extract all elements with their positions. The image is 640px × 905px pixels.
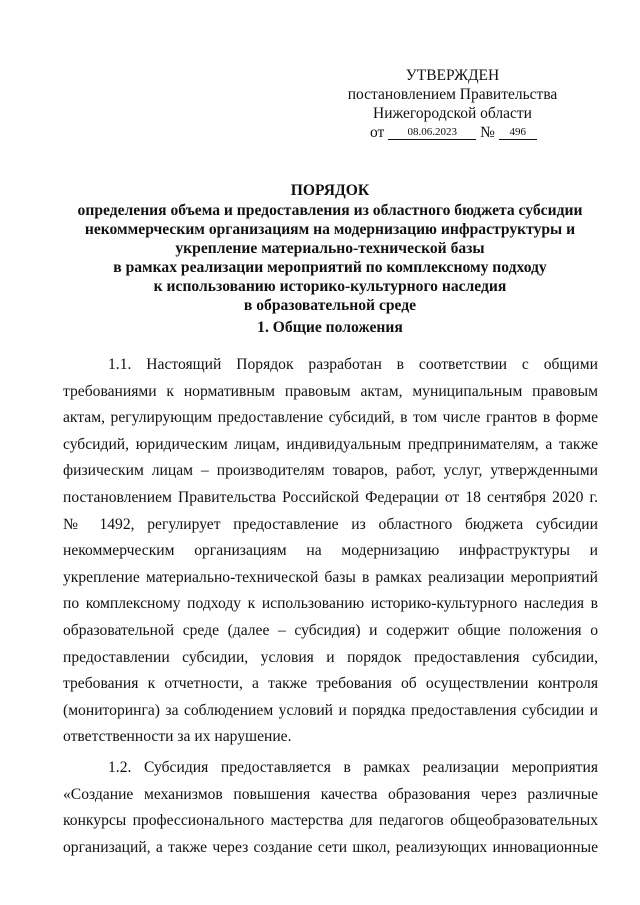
text-line: 1.1. Настоящий Порядок разработан в соответствии с общими	[108, 356, 598, 373]
text-line: образовательной среде (далее – субсидия) и содержит общие положения о	[63, 621, 598, 639]
text-line: «Создание механизмов повышения качества образования через различные	[63, 785, 598, 803]
document-title-block	[60, 181, 600, 315]
section-heading: 1. Общие положения	[257, 319, 403, 336]
text-line: физическим лицам – производителям товаров, работ, услуг, утвержденными	[63, 462, 598, 480]
text-line: укрепление материально-технической базы в рамках реализации мероприятий	[63, 568, 598, 586]
title-line: укрепление материально-технической базы	[175, 240, 485, 257]
text-line: актам, регулирующим предоставление субсидий, в том числе грантов в форме	[63, 409, 598, 427]
text-line: постановлением Правительства Российской Федерации от 18 сентября 2020 г.	[63, 488, 598, 506]
text-line: некоммерческим организациям на модернизацию инфраструктуры и	[63, 542, 598, 560]
text-line: субсидий, юридическим лицам, индивидуальным предпринимателям, а также	[63, 435, 598, 453]
document-body	[63, 352, 598, 861]
title-line: в рамках реализации мероприятий по комплексному подходу	[113, 259, 547, 276]
document-title: ПОРЯДОК	[290, 182, 370, 199]
approval-number: 496	[499, 125, 537, 140]
approval-date-row	[345, 123, 560, 142]
approval-stamp	[345, 66, 560, 142]
text-line: организаций, а также через создание сети школ, реализующих инновационные	[63, 838, 598, 856]
text-line: ответственности за их нарушение.	[63, 728, 292, 746]
approval-region: Нижегородской области	[373, 105, 532, 122]
approval-approved: УТВЕРЖДЕН	[405, 67, 500, 84]
title-line: к использованию историко-культурного наследия	[153, 278, 507, 295]
text-line: требованиями к нормативным правовым актам, муниципальным правовым	[63, 382, 598, 400]
text-line: № 1492, регулирует предоставление из областного бюджета субсидии	[63, 515, 598, 533]
approval-from-label: от	[370, 124, 385, 141]
approval-number-label: №	[480, 124, 495, 141]
text-line: конкурсы профессионального мастерства для педагогов общеобразовательных	[63, 812, 598, 830]
title-line: определения объема и предоставления из областного бюджета субсидии	[77, 202, 583, 219]
title-line: некоммерческим организациям на модернизацию инфраструктуры и	[84, 221, 576, 238]
title-line: в образовательной среде	[243, 297, 417, 314]
text-line: предоставлении субсидии, условия и порядок предоставления субсидии,	[63, 648, 598, 666]
approval-date: 08.06.2023	[388, 125, 476, 140]
paragraph-1-1	[63, 352, 598, 751]
text-line: требования к отчетности, а также требования об осуществлении контроля	[63, 675, 598, 693]
text-line: (мониторинга) за соблюдением условий и порядка предоставления субсидии и	[63, 701, 598, 719]
text-line: 1.2. Субсидия предоставляется в рамках реализации мероприятия	[108, 758, 598, 776]
text-line: по комплексному подходу к использованию историко-культурного наследия в	[63, 595, 598, 613]
approval-by-decree: постановлением Правительства	[347, 86, 558, 103]
paragraph-1-2	[63, 755, 598, 861]
